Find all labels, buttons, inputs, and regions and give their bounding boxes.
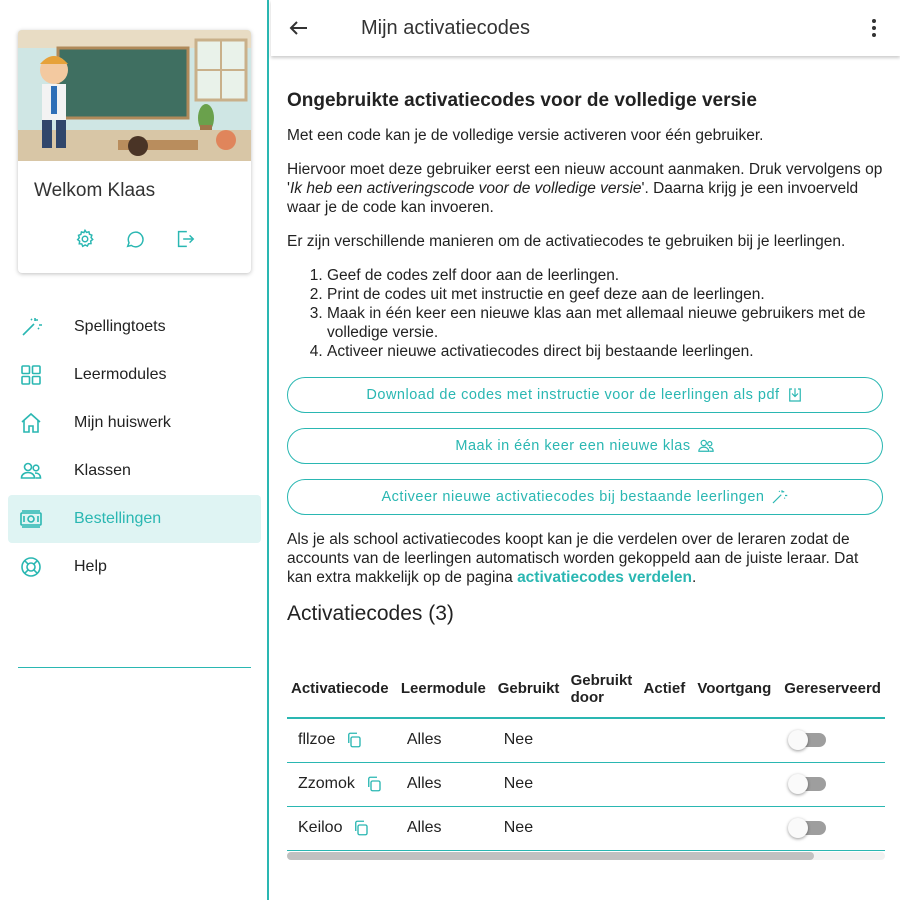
sidebar-item-label: Spellingtoets [74,318,166,335]
list-item: 1. Geef de codes zelf door aan de leerlingen. [327,266,887,285]
sidebar-item-label: Help [74,558,107,575]
progress-cell [693,718,780,762]
code-cell [287,718,397,762]
magic-wand-icon [18,314,44,340]
distribution-text-end: . [691,569,697,586]
used-by-cell [567,806,640,850]
used-cell: Nee [494,762,567,806]
lifebuoy-icon [18,554,44,580]
copy-icon[interactable] [365,775,383,793]
sidebar-item-spellingtoets[interactable] [8,303,261,351]
active-cell [640,806,694,850]
table-row [287,718,885,762]
new-class-label: Maak in één keer een nieuwe klas [455,438,691,454]
activate-codes-button[interactable] [287,479,883,515]
column-header-gebruikt[interactable]: Gebruikt [494,660,567,718]
reserved-cell [780,762,885,806]
distribute-codes-link[interactable]: activatiecodes verdelen [517,569,692,586]
reserved-cell [780,718,885,762]
column-header-gereserveerd[interactable]: Gereserveerd [780,660,885,718]
progress-cell [693,806,780,850]
codes-section-title: Activatiecodes (3) [287,602,454,625]
ways-intro-paragraph: Er zijn verschillende manieren om de activatiecodes te gebruiken bij je leerlingen. [287,233,846,250]
instruction-paragraph [287,160,887,217]
main-content [287,90,887,626]
more-vertical-icon[interactable] [862,16,886,40]
arrow-left-icon[interactable] [287,16,311,40]
table-header-row [287,660,885,718]
column-header-activatiecode[interactable]: Activatiecode [287,660,397,718]
chat-icon[interactable] [124,228,146,250]
toggle-knob [788,774,808,794]
users-icon [18,458,44,484]
activate-codes-label: Activeer nieuwe activatiecodes bij bestaande leerlingen [381,489,765,505]
card-actions [18,228,251,250]
used-cell: Nee [494,806,567,850]
column-header-actief[interactable]: Actief [640,660,694,718]
sidebar-item-mijn-huiswerk[interactable] [8,399,261,447]
sidebar-item-label: Bestellingen [74,510,162,527]
table-row [287,762,885,806]
ways-list [307,266,887,361]
sidebar [0,0,269,900]
toggle-knob [788,818,808,838]
download-codes-button[interactable] [287,377,883,413]
code-cell [287,762,397,806]
used-by-cell [567,762,640,806]
list-item: 3. Maak in één keer een nieuwe klas aan met allemaal nieuwe gebruikers met de volledige versie. [327,304,887,342]
distribution-text: Als je als school activatiecodes koopt kan je die verdelen over de leraren zodat de accounts van de leerlingen automatisch worden gekoppeld aan de juiste leraar. Dat kan extra makkelijk op de pagina [287,531,859,586]
sidebar-divider [18,667,251,668]
module-cell: Alles [397,718,494,762]
logout-icon[interactable] [174,228,196,250]
grid-icon [18,362,44,388]
money-icon [18,506,44,532]
used-cell: Nee [494,718,567,762]
instruction-text: Hiervoor moet deze gebruiker eerst een nieuw account aanmaken. Druk vervolgens op ' [287,161,883,197]
active-cell [640,762,694,806]
module-cell: Alles [397,762,494,806]
reserved-toggle[interactable] [790,733,826,747]
sidebar-item-bestellingen[interactable] [8,495,261,543]
list-item: 4. Activeer nieuwe activatiecodes direct bij bestaande leerlingen. [327,342,887,361]
active-cell [640,718,694,762]
sidebar-nav [8,303,261,591]
column-header-voortgang[interactable]: Voortgang [693,660,780,718]
horizontal-scrollbar[interactable] [287,852,885,860]
sidebar-item-label: Mijn huiswerk [74,414,171,431]
reserved-cell [780,806,885,850]
sidebar-item-label: Leermodules [74,366,167,383]
codes-table-container [287,660,885,851]
table-row [287,806,885,850]
sidebar-item-leermodules[interactable] [8,351,261,399]
activation-code: fllzoe [298,731,336,749]
copy-icon[interactable] [345,731,363,749]
download-codes-label: Download de codes met instructie voor de leerlingen als pdf [366,387,780,403]
download-icon [786,386,804,404]
distribution-paragraph [287,530,887,587]
classroom-illustration [18,30,251,161]
sidebar-item-help[interactable] [8,543,261,591]
scrollbar-thumb[interactable] [287,852,814,860]
section-title: Ongebruikte activatiecodes voor de volledige versie [287,90,757,111]
module-cell: Alles [397,806,494,850]
column-header-leermodule[interactable]: Leermodule [397,660,494,718]
code-cell [287,806,397,850]
toggle-knob [788,730,808,750]
instruction-text-end: '. Daarna krijg je een invoerveld waar je de code kan invoeren. [287,180,859,216]
top-app-bar [271,0,900,56]
reserved-toggle[interactable] [790,821,826,835]
instruction-emphasis: Ik heb een activeringscode voor de volledige versie [289,180,642,197]
copy-icon[interactable] [352,819,370,837]
gear-icon[interactable] [74,228,96,250]
progress-cell [693,762,780,806]
activation-code: Zzomok [298,775,355,793]
reserved-toggle[interactable] [790,777,826,791]
new-class-button[interactable] [287,428,883,464]
sidebar-item-klassen[interactable] [8,447,261,495]
list-item: 2. Print de codes uit met instructie en geef deze aan de leerlingen. [327,285,887,304]
page-title: Mijn activatiecodes [361,17,530,39]
profile-card [18,30,251,273]
magic-wand-icon [770,488,788,506]
sidebar-item-label: Klassen [74,462,131,479]
column-header-gebruikt-door[interactable]: Gebruikt door [567,660,640,718]
used-by-cell [567,718,640,762]
home-icon [18,410,44,436]
codes-table [287,660,885,851]
activation-code: Keiloo [298,819,343,837]
welcome-title: Welkom Klaas [34,180,156,201]
intro-paragraph: Met een code kan je de volledige versie activeren voor één gebruiker. [287,127,764,144]
users-icon [697,437,715,455]
